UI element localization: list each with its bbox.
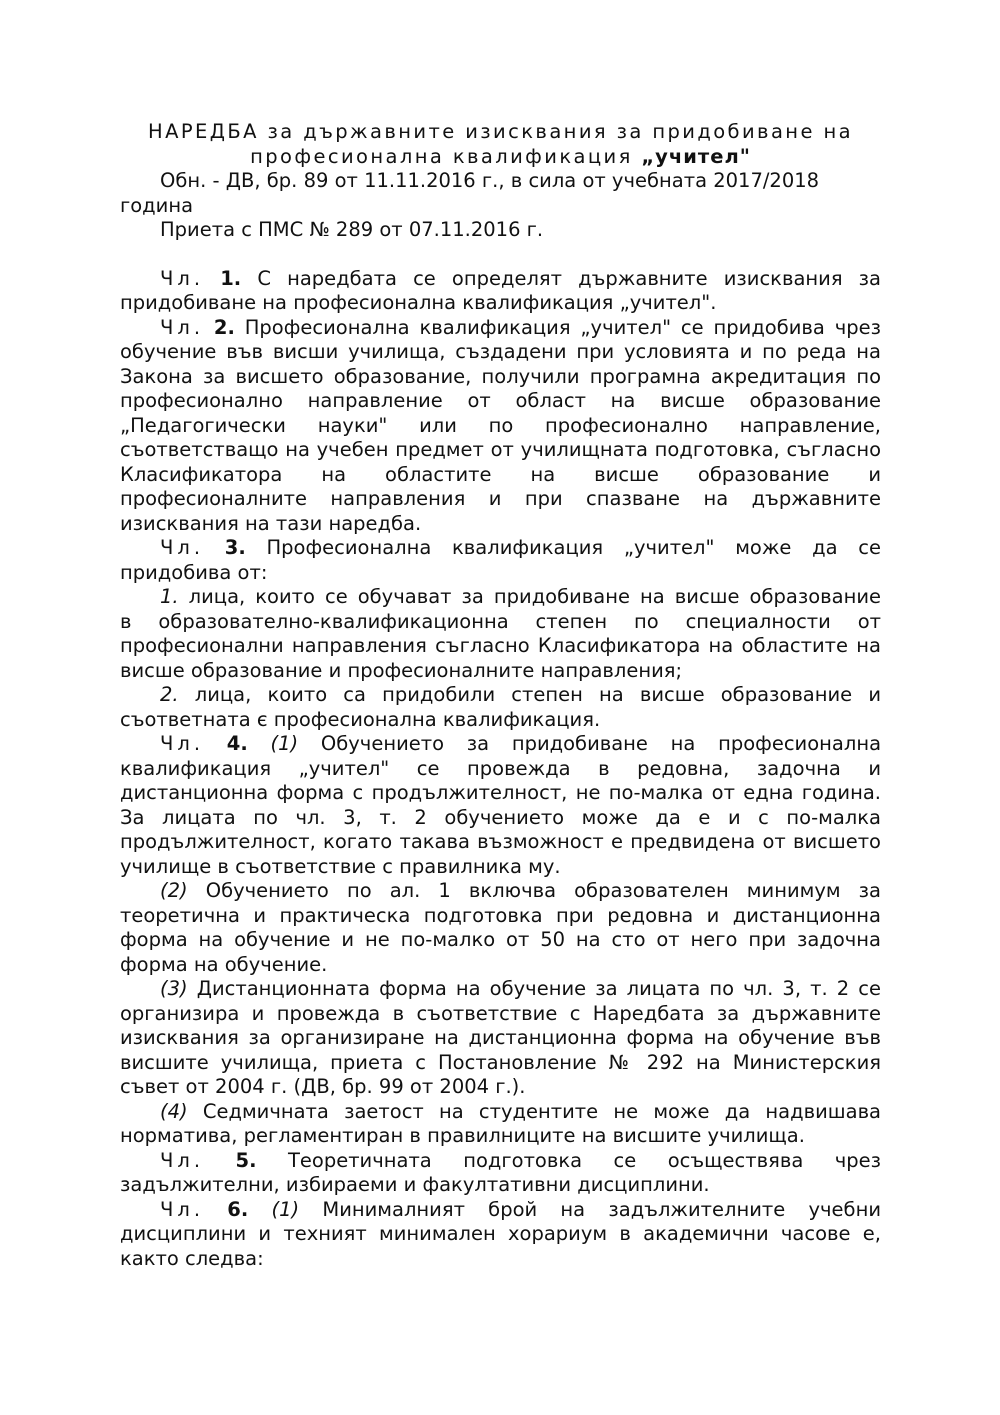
title-line-1: НАРЕДБА за държавните изисквания за придобиване на xyxy=(148,120,853,143)
article-4-para-3-line-3: изисквания за организиране на дистанционна форма на обучение във xyxy=(120,1026,881,1049)
article-4-para-2-line-3: форма на обучение и не по-малко от 50 на сто от него при задочна xyxy=(120,928,881,951)
article-4-para-4-line-1: (4) Седмичната заетост на студентите не може да надвишава xyxy=(160,1099,882,1123)
article-5-line-2: задължителни, избираеми и факултативни дисциплини. xyxy=(120,1173,710,1196)
article-1-line-1: Чл. 1. С наредбата се определят държавните изисквания за xyxy=(160,266,882,290)
article-3-point-1-line-4: висше образование и професионалните направления; xyxy=(120,658,683,682)
article-3-line-1: Чл. 3. Професионална квалификация „учител" може да се xyxy=(160,536,882,559)
article-4-para-1-line-5: продължителност, когато такава възможност е предвидена от висшето xyxy=(120,830,881,853)
publication-line-1: Обн. - ДВ, бр. 89 от 11.11.2016 г., в сила от учебната 2017/2018 xyxy=(160,169,820,192)
title-line-2: професионална квалификация „учител" xyxy=(250,144,751,168)
article-4-para-4-line-2: норматива, регламентиран в правилниците на висшите училища. xyxy=(120,1124,805,1147)
article-2-line-1: Чл. 2. Професионална квалификация „учител" се придобива чрез xyxy=(160,315,882,339)
article-2-line-8: професионалните направления и при спазване на държавните xyxy=(120,487,881,510)
article-1-line-2: придобиване на професионална квалификация „учител". xyxy=(120,291,717,314)
article-5-line-1: Чл. 5. Теоретичната подготовка се осъществява чрез xyxy=(160,1148,882,1172)
article-4-para-1-line-4: За лицата по чл. 3, т. 2 обучението може да е и с по-малка xyxy=(120,805,881,829)
article-4-para-1-line-1: Чл. 4. (1) Обучението за придобиване на професионална xyxy=(160,732,882,755)
article-6-line-3: както следва: xyxy=(120,1246,264,1270)
article-3-point-2-line-1: 2. лица, които са придобили степен на висше образование и xyxy=(160,683,882,706)
article-6-line-1: Чл. 6. (1) Минималният брой на задължителните учебни xyxy=(160,1197,882,1221)
article-2-line-6: съответстващо на учебен предмет от училищната подготовка, съгласно xyxy=(120,438,881,461)
adoption-line: Приета с ПМС № 289 от 07.11.2016 г. xyxy=(160,218,544,241)
article-2-line-9: изисквания на тази наредба. xyxy=(120,511,422,535)
article-4-para-1-line-6: училище в съответствие с правилника му. xyxy=(120,854,561,878)
article-3-point-2-line-2: съответната є професионална квалификация. xyxy=(120,707,601,731)
article-3-point-1-line-1: 1. лица, които се обучават за придобиване на висше образование xyxy=(160,585,881,608)
article-3-line-2: придобива от: xyxy=(120,560,268,584)
article-4-para-2-line-2: теоретична и практическа подготовка при редовна и дистанционна xyxy=(120,903,881,927)
article-4-para-3-line-2: организира и провежда в съответствие с Наредбата за държавните xyxy=(120,1001,881,1025)
article-2-line-4: професионално направление от област на висше образование xyxy=(120,389,881,412)
article-6-line-2: дисциплини и техният минимален хорариум в академични часове е, xyxy=(120,1222,881,1245)
article-3-point-1-line-3: професионални направления съгласно Класификатора на областите на xyxy=(120,634,881,657)
document-page xyxy=(120,120,881,1271)
article-3-point-1-line-2: в образователно-квалификационна степен по специалности от xyxy=(120,609,881,633)
article-4-para-2-line-1: (2) Обучението по ал. 1 включва образователен минимум за xyxy=(160,879,881,902)
article-4-para-3-line-1: (3) Дистанционната форма на обучение за лицата по чл. 3, т. 2 се xyxy=(160,977,882,1000)
article-2-line-2: обучение във висши училища, създадени при условията и по реда на xyxy=(120,340,881,363)
article-2-line-5: „Педагогически науки" или по професионално направление, xyxy=(120,413,881,437)
article-2-line-7: Класификатора на областите на висше образование и xyxy=(120,462,881,486)
article-4-para-2-line-4: форма на обучение. xyxy=(120,952,328,976)
publication-line-2: година xyxy=(120,193,194,217)
article-2-line-3: Закона за висшето образование, получили програмна акредитация по xyxy=(120,364,881,388)
article-4-para-1-line-3: дистанционна форма с продължителност, не по-малка от една година. xyxy=(120,781,881,804)
article-4-para-3-line-4: висшите училища, приета с Постановление № 292 на Министерския xyxy=(120,1050,881,1074)
article-4-para-3-line-5: съвет от 2004 г. (ДВ, бр. 99 от 2004 г.). xyxy=(120,1075,526,1098)
title-bold-word: „учител" xyxy=(641,144,751,168)
article-4-para-1-line-2: квалификация „учител" се провежда в редовна, задочна и xyxy=(120,756,881,780)
